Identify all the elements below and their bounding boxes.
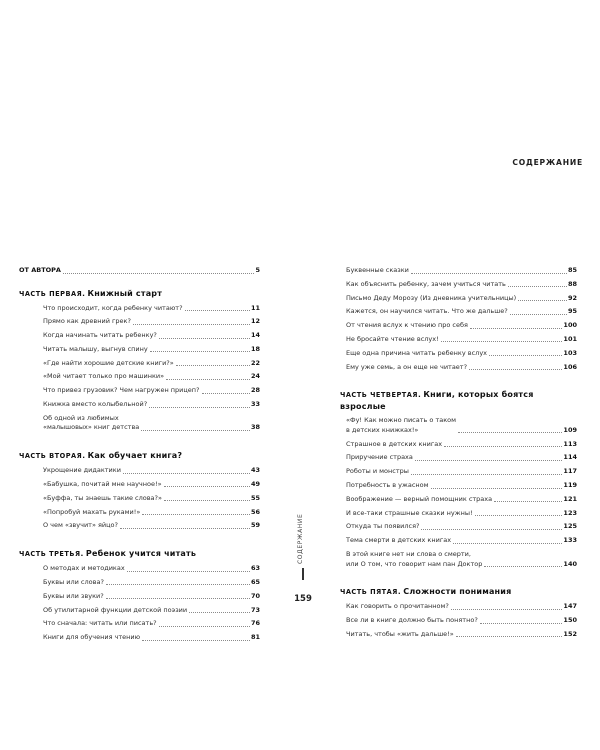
dot-leader — [176, 365, 250, 366]
dot-leader — [441, 341, 563, 342]
toc-entry-title: Потребность в ужасном — [346, 481, 429, 490]
toc-entry[interactable] — [340, 266, 577, 276]
toc-entry-title: Что происходит, когда ребенку читают? — [43, 303, 183, 312]
toc-entry[interactable] — [340, 335, 577, 345]
toc-page-number: 28 — [250, 386, 260, 395]
toc-entry[interactable] — [340, 481, 577, 491]
toc-page-number: 133 — [563, 536, 577, 545]
toc-page-number: 140 — [563, 559, 577, 568]
dot-leader — [127, 571, 250, 572]
toc-entry[interactable] — [340, 280, 577, 290]
dot-leader — [470, 328, 563, 329]
part-title: Как обучает книга? — [87, 451, 183, 461]
dot-leader — [489, 355, 562, 356]
toc-page-number: 88 — [567, 279, 577, 288]
toc-entry[interactable] — [19, 466, 260, 476]
toc-entry[interactable] — [19, 414, 260, 433]
toc-entry-title: Что сначала: читать или писать? — [43, 619, 157, 628]
dot-leader — [150, 351, 250, 352]
toc-page-number: 65 — [250, 577, 260, 586]
dot-leader — [189, 612, 250, 613]
toc-entry-title: Письмо Деду Морозу (Из дневника учительницы) — [346, 293, 517, 302]
toc-entry[interactable] — [19, 606, 260, 616]
toc-page-number: 38 — [250, 423, 260, 432]
toc-entry-title: Прямо как древний грек? — [43, 317, 131, 326]
dot-leader — [456, 636, 563, 637]
part-heading: ЧАСТЬ ПЯТАЯ. Сложности понимания — [340, 587, 512, 597]
toc-entry[interactable] — [340, 363, 577, 373]
toc-entry-title: Как говорить о прочитанном? — [346, 602, 449, 611]
toc-page-number: 101 — [563, 334, 577, 343]
part-title: Книги, которых боятся взрослые — [340, 390, 534, 412]
toc-entry-title: Читать малышу, выгнув спину — [43, 344, 148, 353]
dot-leader — [415, 460, 563, 461]
toc-entry-title: Откуда ты появился? — [346, 522, 420, 531]
toc-page-number: 81 — [250, 633, 260, 642]
toc-entry-intro[interactable] — [19, 266, 260, 276]
toc-entry-title: Книги для обучения чтению — [43, 633, 141, 642]
toc-entry-title: Роботы и монстры — [346, 467, 409, 476]
toc-entry-title: И все-таки страшные сказки нужны! — [346, 508, 473, 517]
toc-page-number: 117 — [563, 467, 577, 476]
toc-entry[interactable] — [19, 480, 260, 490]
dot-leader — [141, 430, 250, 431]
toc-entry[interactable] — [340, 294, 577, 304]
toc-entry[interactable] — [19, 386, 260, 396]
toc-page-number: 109 — [563, 425, 577, 434]
toc-page-number: 55 — [250, 493, 260, 502]
dot-leader — [185, 310, 250, 311]
dot-leader — [431, 488, 563, 489]
part-label: ЧАСТЬ ТРЕТЬЯ — [19, 550, 81, 559]
toc-entry[interactable] — [19, 494, 260, 504]
toc-page-number: 5 — [255, 266, 260, 274]
toc-entry-title: «Бабушка, почитай мне научное!» — [43, 479, 162, 488]
toc-page-number: 92 — [567, 293, 577, 302]
toc-entry[interactable] — [19, 345, 260, 355]
toc-entry-title: Буквы или звуки? — [43, 591, 104, 600]
part-label: ЧАСТЬ ПЯТАЯ — [340, 588, 398, 597]
toc-page-number: 106 — [563, 362, 577, 371]
toc-entry-title: Страшное в детских книгах — [346, 439, 443, 448]
toc-entry[interactable] — [19, 331, 260, 341]
toc-page-number: 11 — [250, 303, 260, 312]
toc-entry-title: Воображение — верный помощник страха — [346, 494, 493, 503]
toc-page-number: 18 — [250, 344, 260, 353]
dot-leader — [411, 273, 567, 274]
toc-entry-title: «Буффа, ты знаешь такие слова?» — [43, 493, 162, 502]
dot-leader — [159, 338, 250, 339]
toc-page-number: 125 — [563, 522, 577, 531]
toc-page-number: 114 — [563, 453, 577, 462]
toc-entry-title: Что привез грузовик? Чем нагружен прицеп? — [43, 386, 200, 395]
toc-entry-title: «Попробуй махать руками!» — [43, 507, 141, 516]
toc-entry[interactable] — [19, 592, 260, 602]
toc-entry-title: Все ли в книге должно быть понятно? — [346, 616, 478, 625]
dot-leader — [484, 566, 562, 567]
toc-page-number: 70 — [250, 591, 260, 600]
toc-entry-title: «Фу! Как можно писать о таком в детских книжках!» — [346, 416, 457, 434]
part-title: Ребенок учится читать — [85, 549, 197, 559]
toc-page-number: 95 — [567, 307, 577, 316]
toc-page-number: 49 — [250, 479, 260, 488]
dot-leader — [166, 379, 250, 380]
toc-entry-title: «Мой читает только про машинки» — [43, 372, 165, 381]
part-heading: ЧАСТЬ ЧЕТВЕРТАЯ. Книги, которых боятся взрослые — [340, 390, 534, 412]
dot-leader — [106, 584, 250, 585]
toc-entry[interactable] — [19, 619, 260, 629]
dot-leader — [142, 514, 250, 515]
toc-entry-title: Об утилитарной функции детской поэзии — [43, 605, 188, 614]
toc-entry[interactable] — [19, 564, 260, 574]
toc-page-number: 147 — [563, 602, 577, 611]
toc-entry[interactable] — [340, 440, 577, 450]
toc-entry-title: В этой книге нет ни слова о смерти, или О том, что говорит нам пан Доктор — [346, 550, 483, 568]
toc-page-number: 12 — [250, 317, 260, 326]
toc-entry[interactable] — [19, 400, 260, 410]
toc-entry[interactable] — [19, 372, 260, 382]
toc-entry-title: Читать, чтобы «жить дальше!» — [346, 629, 454, 638]
dot-leader — [120, 528, 250, 529]
toc-entry-title: Укрощение дидактики — [43, 466, 121, 475]
toc-page-number: 73 — [250, 605, 260, 614]
dot-leader — [411, 474, 563, 475]
toc-entry-title: Тема смерти в детских книгах — [346, 536, 452, 545]
running-head-rule — [302, 568, 304, 580]
dot-leader — [133, 324, 250, 325]
toc-left-column — [19, 266, 260, 647]
toc-entry-title: «Где найти хорошие детские книги?» — [43, 358, 174, 367]
dot-leader — [164, 500, 250, 501]
dot-leader — [106, 598, 250, 599]
dot-leader — [453, 543, 562, 544]
toc-page-number: 119 — [563, 481, 577, 490]
toc-entry-title: Не бросайте чтение вслух! — [346, 334, 439, 343]
toc-entry-title: Буквенные сказки — [346, 266, 409, 274]
toc-entry[interactable] — [340, 349, 577, 359]
dot-leader — [494, 501, 562, 502]
dot-leader — [458, 432, 562, 433]
toc-entry[interactable] — [19, 521, 260, 531]
toc-entry-title: О чем «звучит» яйцо? — [43, 521, 118, 530]
toc-entry[interactable] — [340, 321, 577, 331]
toc-entry-title: О методах и методиках — [43, 564, 125, 573]
toc-entry[interactable] — [19, 317, 260, 327]
toc-entry[interactable] — [340, 416, 577, 435]
toc-page-number: 150 — [563, 616, 577, 625]
toc-entry[interactable] — [340, 495, 577, 505]
toc-entry[interactable] — [340, 453, 577, 463]
toc-entry[interactable] — [19, 633, 260, 643]
toc-entry[interactable] — [340, 467, 577, 477]
toc-entry-title: Ему уже семь, а он еще не читает? — [346, 362, 468, 371]
toc-page-number: 14 — [250, 331, 260, 340]
toc-entry-title: ОТ АВТОРА — [19, 266, 61, 274]
toc-entry[interactable] — [340, 602, 577, 612]
dot-leader — [469, 369, 562, 370]
part-label: ЧАСТЬ ЧЕТВЕРТАЯ — [340, 391, 418, 400]
part-label: ЧАСТЬ ВТОРАЯ — [19, 452, 83, 461]
toc-page-number: 24 — [250, 372, 260, 381]
toc-entry-title: Кажется, он научился читать. Что же дальше? — [346, 307, 508, 316]
part-heading: ЧАСТЬ ВТОРАЯ. Как обучает книга? — [19, 451, 183, 461]
part-heading: ЧАСТЬ ТРЕТЬЯ. Ребенок учится читать — [19, 549, 197, 559]
dot-leader — [142, 640, 250, 641]
toc-entry-title: Как объяснить ребенку, зачем учиться читать — [346, 279, 506, 288]
dot-leader — [444, 446, 562, 447]
dot-leader — [159, 626, 250, 627]
toc-entry-title: Когда начинать читать ребенку? — [43, 331, 157, 340]
toc-entry-title: Буквы или слова? — [43, 577, 104, 586]
dot-leader — [480, 623, 563, 624]
dot-leader — [518, 300, 567, 301]
dot-leader — [510, 314, 567, 315]
toc-page-number: 76 — [250, 619, 260, 628]
toc-page-number: 85 — [567, 266, 577, 274]
toc-entry[interactable] — [19, 304, 260, 314]
toc-entry[interactable] — [340, 550, 577, 569]
dot-leader — [451, 609, 563, 610]
toc-page-number: 63 — [250, 564, 260, 573]
toc-page-number: 152 — [563, 629, 577, 638]
page-number: 159 — [294, 594, 312, 604]
toc-entry-title: Приручение страха — [346, 453, 413, 462]
toc-entry-title: От чтения вслух к чтению про себя — [346, 321, 468, 330]
toc-page-number: 33 — [250, 400, 260, 409]
toc-entry[interactable] — [19, 578, 260, 588]
toc-page-number: 123 — [563, 508, 577, 517]
dot-leader — [475, 515, 563, 516]
page-heading: СОДЕРЖАНИЕ — [512, 158, 583, 167]
toc-page-number: 22 — [250, 358, 260, 367]
dot-leader — [164, 486, 250, 487]
toc-page-number: 113 — [563, 439, 577, 448]
toc-entry[interactable] — [340, 616, 577, 626]
toc-entry-title: Книжка вместо колыбельной? — [43, 400, 148, 409]
toc-entry[interactable] — [340, 630, 577, 640]
part-title: Книжный старт — [87, 288, 163, 298]
toc-page-number: 103 — [563, 348, 577, 357]
dot-leader — [123, 473, 250, 474]
part-title: Сложности понимания — [403, 587, 512, 597]
dot-leader — [421, 529, 562, 530]
toc-page-number: 43 — [250, 466, 260, 475]
toc-entry-title: Еще одна причина читать ребенку вслух — [346, 348, 488, 357]
dot-leader — [508, 286, 567, 287]
toc-page-number: 56 — [250, 507, 260, 516]
toc-page-number: 59 — [250, 521, 260, 530]
part-label: ЧАСТЬ ПЕРВАЯ — [19, 289, 83, 298]
toc-entry[interactable] — [340, 509, 577, 519]
toc-right-column — [340, 266, 577, 644]
part-heading: ЧАСТЬ ПЕРВАЯ. Книжный старт — [19, 288, 163, 298]
toc-page-number: 121 — [563, 494, 577, 503]
toc-entry[interactable] — [19, 359, 260, 369]
toc-entry[interactable] — [340, 536, 577, 546]
toc-entry-title: Об одной из любимых «малышовых» книг детства — [43, 413, 140, 432]
running-head: СОДЕРЖАНИЕ — [297, 513, 304, 564]
toc-entry[interactable] — [340, 307, 577, 317]
dot-leader — [149, 407, 250, 408]
dot-leader — [63, 273, 255, 274]
toc-page-number: 100 — [563, 321, 577, 330]
dot-leader — [202, 393, 250, 394]
toc-entry[interactable] — [19, 508, 260, 518]
toc-entry[interactable] — [340, 522, 577, 532]
